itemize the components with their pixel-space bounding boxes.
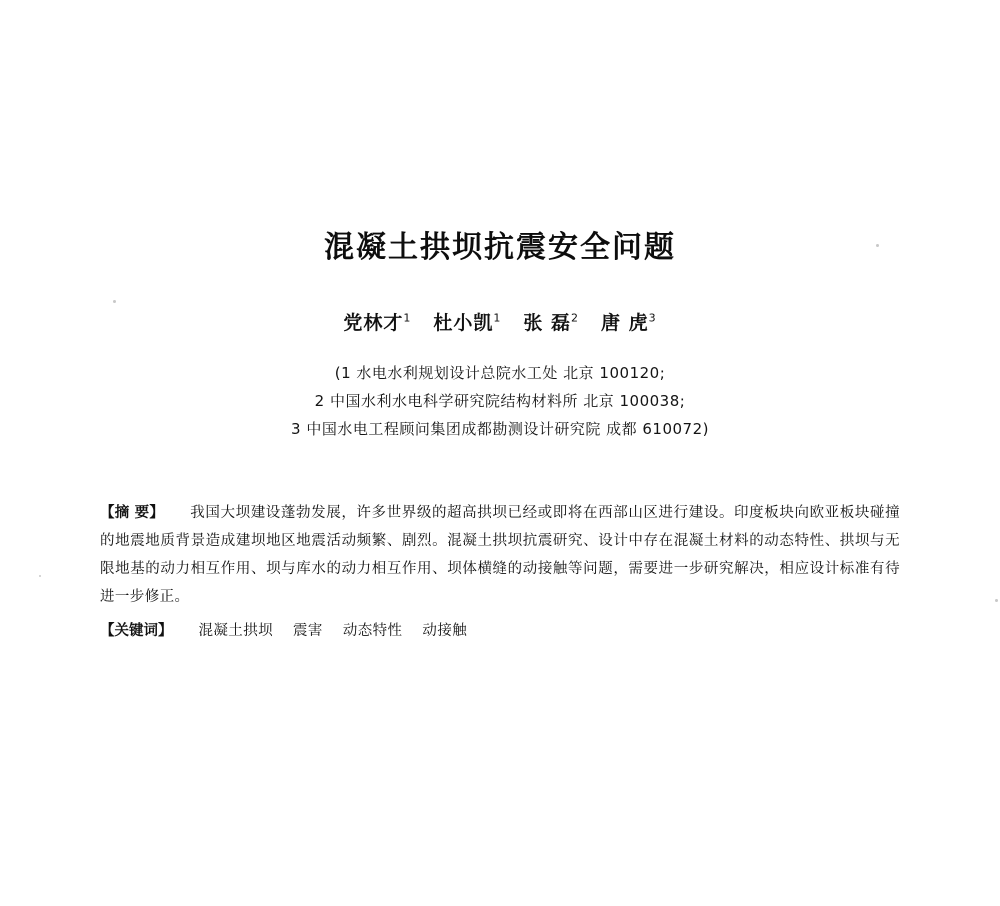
affiliation-list	[100, 359, 900, 443]
document-page	[0, 222, 1000, 906]
scan-speck	[995, 599, 998, 602]
author-name: 党林才$^1$	[343, 311, 412, 334]
author-affiliation-marker: 1	[493, 311, 502, 325]
author-name: 张 磊$^2$	[523, 311, 580, 334]
keyword-item: 动态特性	[342, 623, 403, 639]
abstract-section	[100, 499, 900, 611]
author-list	[100, 308, 900, 335]
keyword-item: 震害	[293, 623, 323, 639]
scan-speck	[39, 575, 41, 577]
keyword-item: 混凝土拱坝	[198, 623, 273, 639]
keywords-label: 【关键词】	[100, 623, 173, 639]
author-affiliation-marker: 3	[648, 311, 657, 325]
author-name: 杜小凯$^1$	[433, 311, 502, 334]
scan-speck	[876, 244, 879, 247]
author-name: 唐 虎$^3$	[601, 311, 657, 334]
page-title: 混凝土拱坝抗震安全问题	[324, 230, 676, 265]
keyword-item: 动接触	[422, 623, 468, 639]
abstract-label: 【摘 要】	[100, 505, 165, 521]
keywords-section	[100, 617, 900, 645]
affiliation-line: (1 水电水利规划设计总院水工处 北京 100120;	[334, 364, 666, 382]
abstract-text: 我国大坝建设蓬勃发展，许多世界级的超高拱坝已经或即将在西部山区进行建设。印度板块向欧亚板块碰撞的地震地质背景造成建坝地区地震活动频繁、剧烈。混凝土拱坝抗震研究、设计中存在混凝土材料的动态特性、拱坝与无限地基的动力相互作用、坝与库水的动力相互作用、坝体横缝的动接触等问题，需要进一步研究解决，相应设计标准有待进一步修正。	[100, 505, 900, 605]
affiliation-line: 3 中国水电工程顾问集团成都勘测设计研究院 成都 610072)	[291, 420, 709, 438]
author-affiliation-marker: 2	[571, 311, 580, 325]
author-affiliation-marker: 1	[403, 311, 412, 325]
affiliation-line: 2 中国水利水电科学研究院结构材料所 北京 100038;	[314, 392, 686, 410]
scan-speck	[113, 300, 116, 303]
